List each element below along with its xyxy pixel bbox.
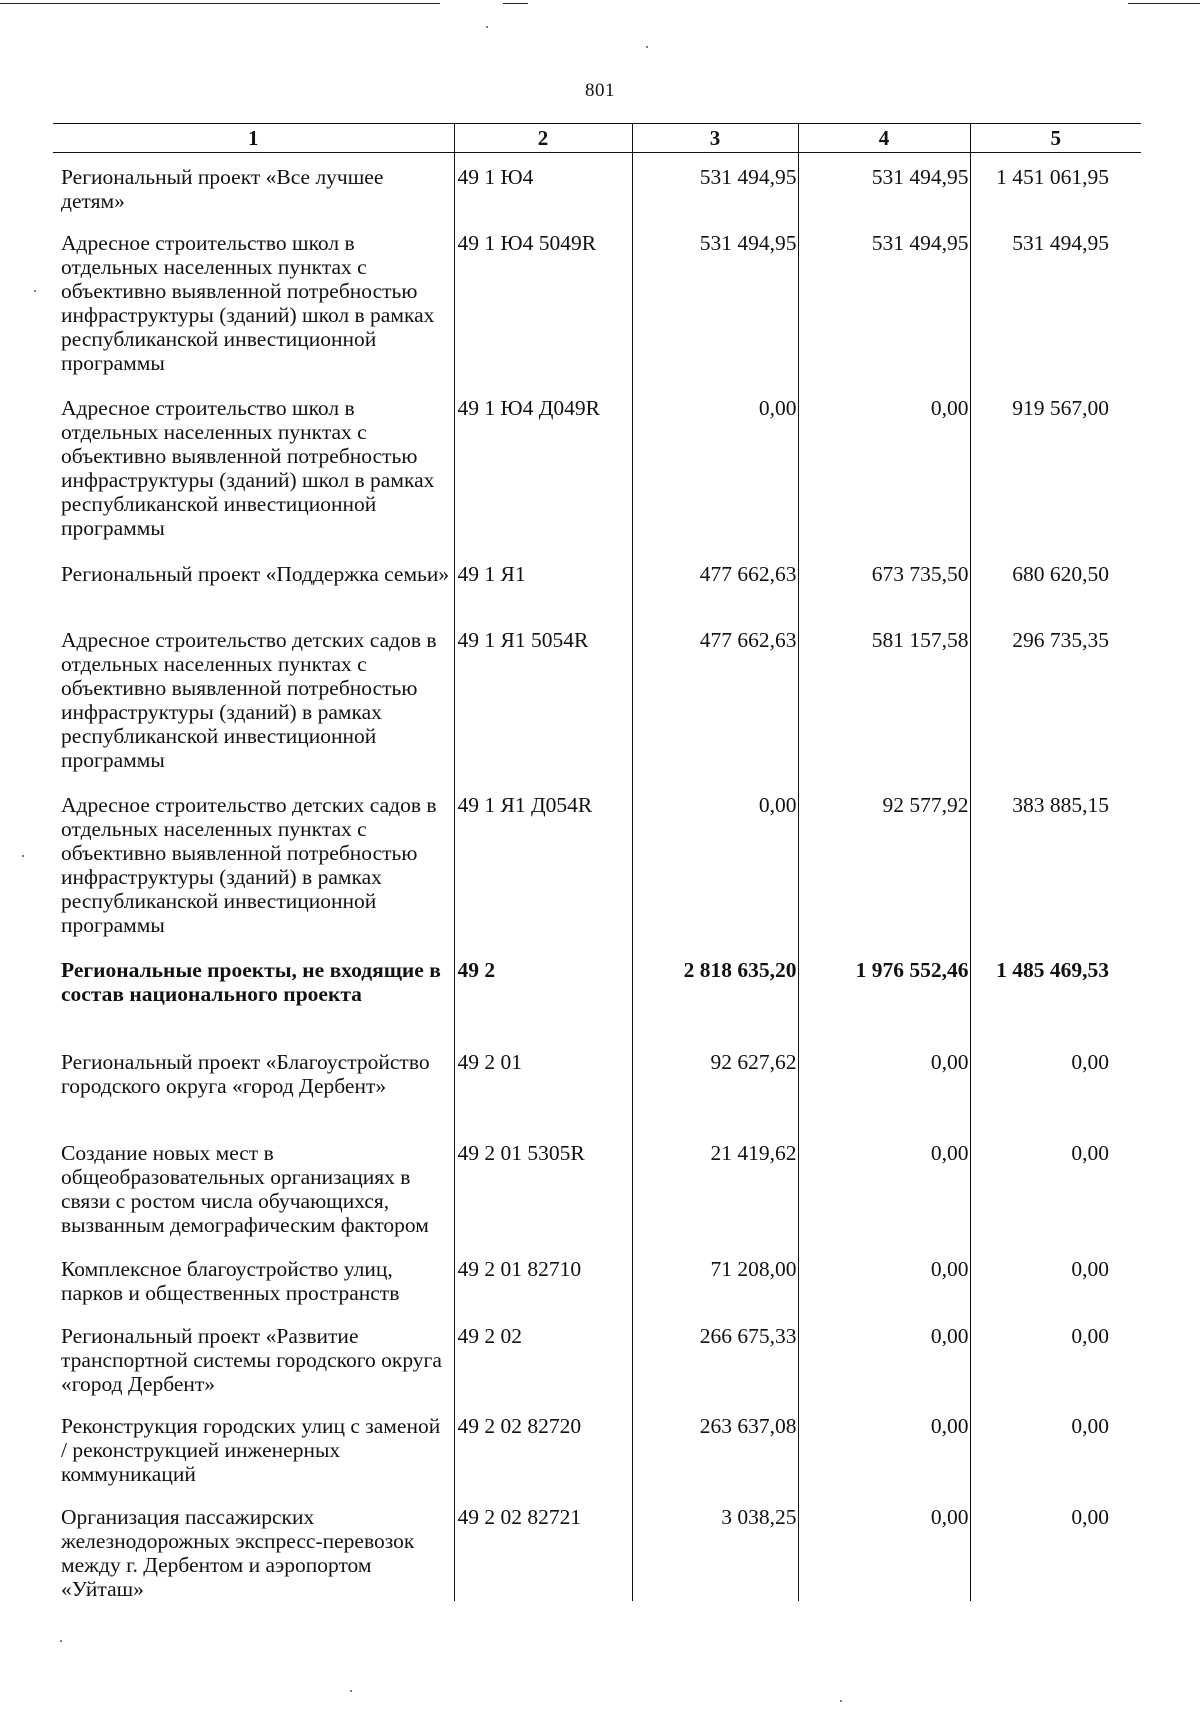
row-value-col5: 0,00	[1071, 1140, 1109, 1165]
row-name: Региональный проект «Все лучшее детям»	[61, 165, 384, 213]
row-name: Адресное строительство школ в отдельных населенных пунктах с объективно выявленной потребностью инфраструктуры (зданий) школ в рамках республиканской инвестиционной программы	[61, 395, 435, 540]
row-name: Адресное строительство детских садов в отдельных населенных пунктах с объективно выявленной потребностью инфраструктуры (зданий) в рамках республиканской инвестиционной программы	[61, 792, 437, 937]
table-row	[53, 547, 1141, 613]
scan-edge-line-right	[1128, 3, 1200, 4]
row-value-col3: 21 419,62	[710, 1140, 797, 1165]
row-value-col3: 2 818 635,20	[683, 957, 797, 982]
scan-speck	[60, 1640, 62, 1642]
page-number: 801	[585, 80, 615, 101]
row-code: 49 2 02	[457, 1323, 522, 1348]
row-value-col4: 0,00	[930, 1140, 969, 1165]
row-value-col5: 1 451 061,95	[996, 165, 1109, 189]
row-value-col4: 1 976 552,46	[855, 957, 969, 982]
header-row	[53, 124, 1141, 153]
row-code: 49 2 01 82710	[457, 1256, 582, 1281]
row-code: 49 1 Я1 5054R	[457, 627, 589, 652]
scan-speck	[22, 855, 24, 857]
scan-speck	[646, 46, 648, 48]
row-name: Создание новых мест в общеобразовательных организациях в связи с ростом числа обучающихся, вызванным демографическим фактором	[61, 1140, 429, 1237]
row-name: Региональный проект «Благоустройство городского округа «город Дербент»	[61, 1049, 430, 1098]
table-row	[53, 1242, 1141, 1309]
table-row-subtotal	[53, 943, 1141, 1035]
row-value-col3: 477 662,63	[699, 561, 797, 586]
table-row	[53, 1399, 1141, 1490]
row-name: Комплексное благоустройство улиц, парков и общественных пространств	[61, 1256, 400, 1305]
scan-speck	[840, 1700, 842, 1702]
header-col-3: 3	[632, 124, 798, 153]
row-value-col5: 531 494,95	[1012, 230, 1109, 255]
row-name: Региональный проект «Поддержка семьи»	[61, 561, 450, 586]
header-col-4: 4	[798, 124, 970, 153]
row-code: 49 1 Я1 Д054R	[457, 792, 593, 817]
scan-speck	[34, 290, 36, 292]
row-value-col3: 71 208,00	[710, 1256, 797, 1281]
row-value-col5: 0,00	[1071, 1049, 1109, 1074]
row-code: 49 1 Я1	[457, 561, 526, 586]
row-value-col3: 0,00	[758, 395, 797, 420]
row-value-col5: 0,00	[1071, 1413, 1109, 1438]
table-row	[53, 216, 1141, 381]
row-value-col4: 531 494,95	[871, 165, 969, 189]
row-code: 49 1 Ю4 5049R	[457, 230, 597, 255]
table-row	[53, 1490, 1141, 1601]
row-value-col4: 581 157,58	[871, 627, 969, 652]
table-row	[53, 613, 1141, 778]
row-value-col5: 0,00	[1071, 1323, 1109, 1348]
table-row	[53, 1309, 1141, 1399]
row-name: Реконструкция городских улиц с заменой / реконструкцией инженерных коммуникаций	[61, 1413, 441, 1486]
row-name: Адресное строительство школ в отдельных населенных пунктах с объективно выявленной потребностью инфраструктуры (зданий) школ в рамках республиканской инвестиционной программы	[61, 230, 435, 375]
row-code: 49 2 01 5305R	[457, 1140, 585, 1165]
header-col-2: 2	[454, 124, 632, 153]
row-value-col4: 673 735,50	[871, 561, 969, 586]
row-value-col4: 531 494,95	[871, 230, 969, 255]
row-value-col4: 0,00	[930, 1323, 969, 1348]
row-value-col5: 680 620,50	[1012, 561, 1109, 586]
budget-table	[53, 123, 1141, 1601]
scan-edge-line-middle	[503, 3, 528, 4]
row-value-col5: 383 885,15	[1012, 792, 1109, 817]
row-value-col5: 0,00	[1071, 1504, 1109, 1529]
row-value-col4: 0,00	[930, 1413, 969, 1438]
row-name: Региональные проекты, не входящие в состав национального проекта	[61, 957, 441, 1006]
row-value-col3: 92 627,62	[710, 1049, 797, 1074]
row-value-col4: 0,00	[930, 1504, 969, 1529]
row-code: 49 2 01	[457, 1049, 522, 1074]
row-name: Региональный проект «Развитие транспортной системы городского округа «город Дербент»	[61, 1323, 442, 1396]
row-value-col5: 296 735,35	[1012, 627, 1109, 652]
row-value-col3: 0,00	[758, 792, 797, 817]
row-value-col5: 0,00	[1071, 1256, 1109, 1281]
row-name: Организация пассажирских железнодорожных экспресс-перевозок между г. Дербентом и аэропортом «Уйташ»	[61, 1504, 415, 1601]
row-value-col3: 263 637,08	[699, 1413, 797, 1438]
row-value-col3: 531 494,95	[699, 165, 797, 189]
row-name: Адресное строительство детских садов в отдельных населенных пунктах с объективно выявленной потребностью инфраструктуры (зданий) в рамках республиканской инвестиционной программы	[61, 627, 437, 772]
scan-edge-line-left	[0, 3, 440, 4]
row-code: 49 1 Ю4 Д049R	[457, 395, 600, 420]
row-value-col3: 3 038,25	[721, 1504, 797, 1529]
table-row	[53, 1126, 1141, 1242]
row-value-col3: 477 662,63	[699, 627, 797, 652]
row-value-col3: 266 675,33	[699, 1323, 797, 1348]
header-col-5: 5	[970, 124, 1141, 153]
row-code: 49 2	[457, 957, 496, 982]
row-value-col4: 0,00	[930, 1049, 969, 1074]
row-value-col3: 531 494,95	[699, 230, 797, 255]
row-value-col5: 1 485 469,53	[996, 957, 1109, 982]
table-row	[53, 1035, 1141, 1126]
table-row	[53, 381, 1141, 547]
row-value-col5: 919 567,00	[1012, 395, 1109, 420]
row-value-col4: 0,00	[930, 1256, 969, 1281]
row-code: 49 2 02 82721	[457, 1504, 582, 1529]
row-code: 49 2 02 82720	[457, 1413, 582, 1438]
row-value-col4: 92 577,92	[882, 792, 969, 817]
scan-speck	[350, 1690, 352, 1692]
header-col-1: 1	[53, 124, 454, 153]
scan-speck	[486, 26, 488, 28]
row-code: 49 1 Ю4	[457, 165, 534, 189]
row-value-col4: 0,00	[930, 395, 969, 420]
table-row	[53, 153, 1141, 216]
table-row	[53, 778, 1141, 943]
